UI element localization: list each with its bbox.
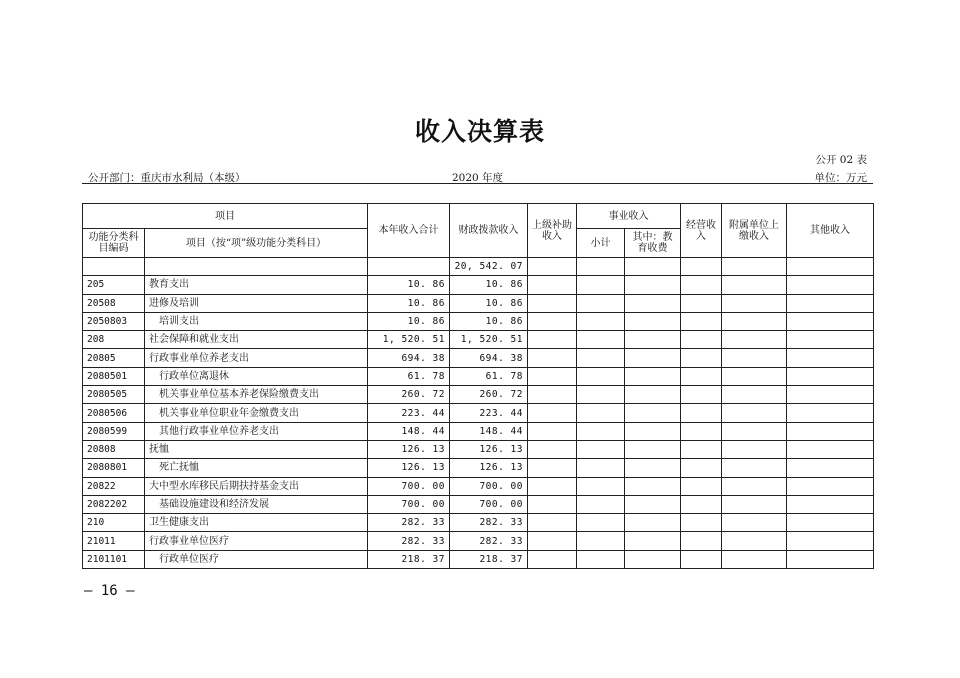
empty-cell	[787, 532, 874, 550]
code-cell: 2080506	[83, 404, 145, 422]
empty-cell	[528, 349, 577, 367]
table-row	[83, 349, 874, 367]
empty-cell	[787, 422, 874, 440]
fiscal-cell: 700. 00	[450, 495, 528, 513]
empty-cell	[681, 276, 722, 294]
page-title: 收入决算表	[414, 117, 545, 146]
empty-cell	[722, 312, 787, 330]
code-cell: 2050803	[83, 312, 145, 330]
fiscal-cell: 282. 33	[450, 532, 528, 550]
empty-cell	[577, 276, 625, 294]
empty-cell	[681, 331, 722, 349]
header-business: 事业收入	[577, 204, 681, 229]
empty-cell	[577, 312, 625, 330]
fiscal-cell: 61. 78	[450, 367, 528, 385]
empty-cell	[722, 294, 787, 312]
empty-cell	[528, 404, 577, 422]
empty-cell	[577, 331, 625, 349]
empty-cell	[722, 459, 787, 477]
total-cell: 148. 44	[368, 422, 450, 440]
total-cell: 694. 38	[368, 349, 450, 367]
table-row	[83, 386, 874, 404]
header-code: 功能分类科目编码	[83, 229, 145, 258]
code-cell: 210	[83, 514, 145, 532]
empty-cell	[625, 276, 681, 294]
empty-cell	[625, 440, 681, 458]
empty-cell	[722, 550, 787, 568]
total-cell: 260. 72	[368, 386, 450, 404]
fiscal-cell: 260. 72	[450, 386, 528, 404]
income-table	[82, 203, 874, 569]
name-cell: 死亡抚恤	[145, 459, 368, 477]
table-row	[83, 367, 874, 385]
empty-cell	[528, 440, 577, 458]
header-affiliated: 附属单位上缴收入	[722, 204, 787, 258]
empty-cell	[787, 495, 874, 513]
empty-cell	[528, 276, 577, 294]
empty-cell	[787, 294, 874, 312]
header-subtotal: 小计	[577, 229, 625, 258]
table-row	[83, 514, 874, 532]
name-cell: 行政单位医疗	[145, 550, 368, 568]
form-number: 公开 02 表	[815, 154, 867, 166]
fiscal-cell: 126. 13	[450, 459, 528, 477]
empty-cell	[722, 532, 787, 550]
name-cell: 卫生健康支出	[145, 514, 368, 532]
empty-cell	[787, 550, 874, 568]
total-cell: 1, 520. 51	[368, 331, 450, 349]
fiscal-cell: 223. 44	[450, 404, 528, 422]
empty-cell	[625, 477, 681, 495]
empty-cell	[577, 459, 625, 477]
empty-cell	[577, 349, 625, 367]
empty-cell	[681, 294, 722, 312]
table-row	[83, 331, 874, 349]
empty-cell	[681, 422, 722, 440]
empty-cell	[681, 477, 722, 495]
name-cell: 基础设施建设和经济发展	[145, 495, 368, 513]
fiscal-cell: 694. 38	[450, 349, 528, 367]
code-cell: 2101101	[83, 550, 145, 568]
code-cell: 208	[83, 331, 145, 349]
name-cell: 行政单位离退休	[145, 367, 368, 385]
empty-cell	[722, 477, 787, 495]
name-cell: 教育支出	[145, 276, 368, 294]
table-row	[83, 550, 874, 568]
empty-cell	[625, 422, 681, 440]
code-cell: 20822	[83, 477, 145, 495]
header-item: 项目	[83, 204, 368, 229]
fiscal-cell: 282. 33	[450, 514, 528, 532]
header-operating: 经营收入	[681, 204, 722, 258]
empty-cell	[528, 331, 577, 349]
empty-cell	[681, 440, 722, 458]
header-other: 其他收入	[787, 204, 874, 258]
empty-cell	[528, 459, 577, 477]
empty-cell	[722, 440, 787, 458]
empty-cell	[528, 386, 577, 404]
empty-cell	[681, 514, 722, 532]
name-cell: 抚恤	[145, 440, 368, 458]
total-cell: 126. 13	[368, 440, 450, 458]
total-cell: 282. 33	[368, 514, 450, 532]
name-cell: 行政事业单位医疗	[145, 532, 368, 550]
empty-cell	[625, 367, 681, 385]
name-cell: 其他行政事业单位养老支出	[145, 422, 368, 440]
name-cell: 社会保障和就业支出	[145, 331, 368, 349]
header-rule	[82, 183, 767, 184]
code-cell: 2080801	[83, 459, 145, 477]
empty-cell	[577, 477, 625, 495]
fiscal-cell: 126. 13	[450, 440, 528, 458]
empty-cell	[722, 514, 787, 532]
code-cell: 21011	[83, 532, 145, 550]
total-cell: 700. 00	[368, 477, 450, 495]
empty-cell	[577, 514, 625, 532]
empty-cell	[625, 459, 681, 477]
fiscal-cell: 10. 86	[450, 294, 528, 312]
empty-cell	[681, 532, 722, 550]
empty-cell	[722, 422, 787, 440]
empty-cell	[722, 331, 787, 349]
empty-cell	[681, 495, 722, 513]
year-label: 2020 年度	[452, 172, 504, 184]
empty-cell	[528, 367, 577, 385]
empty-cell	[722, 386, 787, 404]
total-cell: 126. 13	[368, 459, 450, 477]
empty-cell	[528, 312, 577, 330]
name-cell: 大中型水库移民后期扶持基金支出	[145, 477, 368, 495]
empty-cell	[681, 312, 722, 330]
fiscal-cell: 218. 37	[450, 550, 528, 568]
empty-cell	[722, 495, 787, 513]
total-fiscal-cell: 20, 542. 07	[450, 258, 528, 276]
fiscal-cell: 700. 00	[450, 477, 528, 495]
empty-cell	[577, 294, 625, 312]
table-row	[83, 459, 874, 477]
empty-cell	[787, 440, 874, 458]
empty-cell	[528, 514, 577, 532]
code-cell: 2080501	[83, 367, 145, 385]
code-cell: 20508	[83, 294, 145, 312]
empty-cell	[625, 349, 681, 367]
department-label: 公开部门：重庆市水利局（本级）	[88, 172, 246, 184]
code-cell: 2082202	[83, 495, 145, 513]
total-cell: 10. 86	[368, 312, 450, 330]
fiscal-cell: 1, 520. 51	[450, 331, 528, 349]
page-number: — 16 —	[84, 583, 135, 599]
empty-cell	[528, 495, 577, 513]
empty-cell	[681, 367, 722, 385]
empty-cell	[681, 386, 722, 404]
table-row	[83, 532, 874, 550]
empty-cell	[528, 422, 577, 440]
total-cell: 282. 33	[368, 532, 450, 550]
empty-cell	[528, 294, 577, 312]
empty-cell	[681, 404, 722, 422]
empty-cell	[577, 386, 625, 404]
empty-cell	[625, 514, 681, 532]
header-fiscal: 财政拨款收入	[450, 204, 528, 258]
table-row	[83, 495, 874, 513]
header-name: 项目（按“项”级功能分类科目）	[145, 229, 368, 258]
total-row	[83, 258, 874, 276]
empty-cell	[528, 550, 577, 568]
empty-cell	[681, 550, 722, 568]
fiscal-cell: 10. 86	[450, 312, 528, 330]
empty-cell	[787, 459, 874, 477]
empty-cell	[577, 404, 625, 422]
name-cell: 机关事业单位职业年金缴费支出	[145, 404, 368, 422]
total-cell: 10. 86	[368, 276, 450, 294]
table-row	[83, 312, 874, 330]
empty-cell	[528, 532, 577, 550]
empty-cell	[787, 349, 874, 367]
header-total: 本年收入合计	[368, 204, 450, 258]
fiscal-cell: 10. 86	[450, 276, 528, 294]
table-row	[83, 276, 874, 294]
name-cell: 培训支出	[145, 312, 368, 330]
empty-cell	[681, 349, 722, 367]
code-cell: 205	[83, 276, 145, 294]
table-row	[83, 294, 874, 312]
empty-cell	[577, 532, 625, 550]
empty-cell	[577, 550, 625, 568]
table-row	[83, 422, 874, 440]
total-cell: 61. 78	[368, 367, 450, 385]
code-cell: 2080505	[83, 386, 145, 404]
table-row	[83, 440, 874, 458]
total-cell: 218. 37	[368, 550, 450, 568]
empty-cell	[625, 404, 681, 422]
empty-cell	[577, 367, 625, 385]
fiscal-cell: 148. 44	[450, 422, 528, 440]
empty-cell	[787, 404, 874, 422]
unit-label: 单位：万元	[814, 172, 867, 184]
empty-cell	[528, 477, 577, 495]
name-cell: 行政事业单位养老支出	[145, 349, 368, 367]
empty-cell	[625, 495, 681, 513]
table-row	[83, 404, 874, 422]
empty-cell	[625, 331, 681, 349]
empty-cell	[577, 440, 625, 458]
empty-cell	[681, 459, 722, 477]
total-cell: 10. 86	[368, 294, 450, 312]
empty-cell	[722, 404, 787, 422]
name-cell: 进修及培训	[145, 294, 368, 312]
total-cell: 700. 00	[368, 495, 450, 513]
header-rule-right	[767, 183, 873, 184]
empty-cell	[577, 495, 625, 513]
empty-cell	[625, 294, 681, 312]
code-cell: 20808	[83, 440, 145, 458]
header-superior: 上级补助收入	[528, 204, 577, 258]
empty-cell	[787, 331, 874, 349]
empty-cell	[625, 532, 681, 550]
empty-cell	[787, 367, 874, 385]
total-cell: 223. 44	[368, 404, 450, 422]
empty-cell	[787, 514, 874, 532]
empty-cell	[787, 276, 874, 294]
empty-cell	[625, 386, 681, 404]
empty-cell	[577, 422, 625, 440]
empty-cell	[787, 386, 874, 404]
table-row	[83, 477, 874, 495]
empty-cell	[625, 550, 681, 568]
empty-cell	[722, 349, 787, 367]
code-cell: 2080599	[83, 422, 145, 440]
empty-cell	[722, 367, 787, 385]
empty-cell	[787, 312, 874, 330]
header-edu-fee: 其中：教育收费	[625, 229, 681, 258]
empty-cell	[625, 312, 681, 330]
code-cell: 20805	[83, 349, 145, 367]
empty-cell	[722, 276, 787, 294]
name-cell: 机关事业单位基本养老保险缴费支出	[145, 386, 368, 404]
empty-cell	[787, 477, 874, 495]
